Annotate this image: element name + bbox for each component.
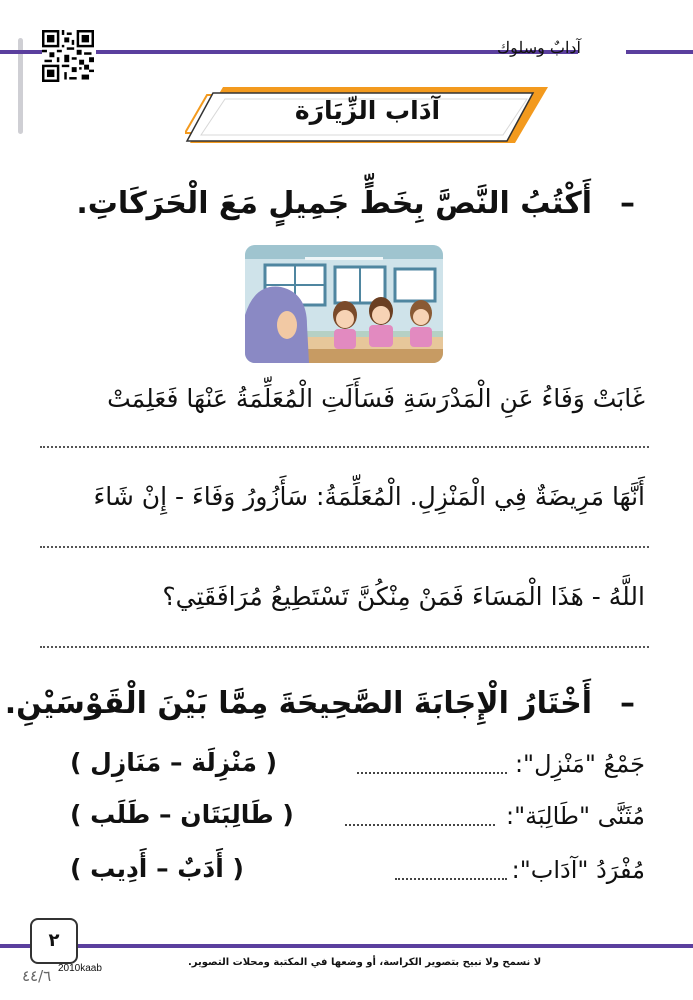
instruction-text: أَكْتُبُ النَّصَّ بِخَطٍّ جَمِيلٍ مَعَ الْحَرَكَاتِ. xyxy=(76,186,592,221)
question-prompt: جَمْعُ "مَنْزِل": xyxy=(514,750,645,778)
question-row xyxy=(70,750,645,790)
passage-line: اللَّهُ - هَذَا الْمَسَاءَ فَمَنْ مِنْكُنَّ تَسْتَطِيعُ مُرَافَقَتِي؟ xyxy=(162,582,645,611)
header-rule-right xyxy=(626,50,693,54)
writing-line[interactable] xyxy=(40,646,649,648)
question-choices: ( طَالِبَتَان – طَلَب ) xyxy=(70,800,294,829)
writing-line[interactable] xyxy=(40,446,649,448)
qr-code-icon xyxy=(42,30,94,82)
answer-blank[interactable] xyxy=(395,878,507,880)
answer-blank[interactable] xyxy=(357,772,507,774)
passage-line: غَابَتْ وَفَاءُ عَنِ الْمَدْرَسَةِ فَسَأَلَتِ الْمُعَلِّمَةُ عَنْهَا فَعَلِمَتْ xyxy=(107,384,645,413)
instruction-dash: – xyxy=(620,186,635,221)
publisher-code: 2010kaab xyxy=(58,963,102,974)
instruction-1 xyxy=(76,186,635,221)
page-reference: ٤٤/٦ xyxy=(22,967,52,985)
footer-rule xyxy=(0,944,693,948)
writing-line[interactable] xyxy=(40,546,649,548)
header-subject: آدابٌ وسلوك xyxy=(496,38,581,57)
copyright-note: لا نسمح ولا نبيح بتصوير الكراسة، أو وضعها في المكتبة ومحلات التصوير. xyxy=(188,957,542,968)
instruction-text: أَخْتَارُ الْإِجَابَةَ الصَّحِيحَةَ مِمَّا بَيْنَ الْقَوْسَيْنِ. xyxy=(4,686,592,721)
question-prompt: مُثَنَّى "طَالِبَة": xyxy=(506,802,645,830)
question-row xyxy=(70,856,645,896)
header-rule-left xyxy=(0,50,42,54)
answer-blank[interactable] xyxy=(345,824,495,826)
instruction-2 xyxy=(5,686,635,721)
question-prompt: مُفْرَدُ "آدَاب": xyxy=(511,856,645,884)
page-title: آدَاب الزِّيَارَة xyxy=(294,96,441,125)
question-choices: ( أَدَبٌ – أَدِيب ) xyxy=(70,854,244,883)
classroom-illustration xyxy=(245,245,443,363)
question-choices: ( مَنْزِلَة – مَنَازِل ) xyxy=(70,748,278,777)
question-row xyxy=(70,802,645,842)
instruction-dash: – xyxy=(620,686,635,721)
page-number: ٢ xyxy=(30,918,78,964)
passage-line: أَنَّهَا مَرِيضَةٌ فِي الْمَنْزِلِ. الْمُعَلِّمَةُ: سَأَزُورُ وَفَاءَ - إِنْ شَاءَ xyxy=(93,482,645,511)
